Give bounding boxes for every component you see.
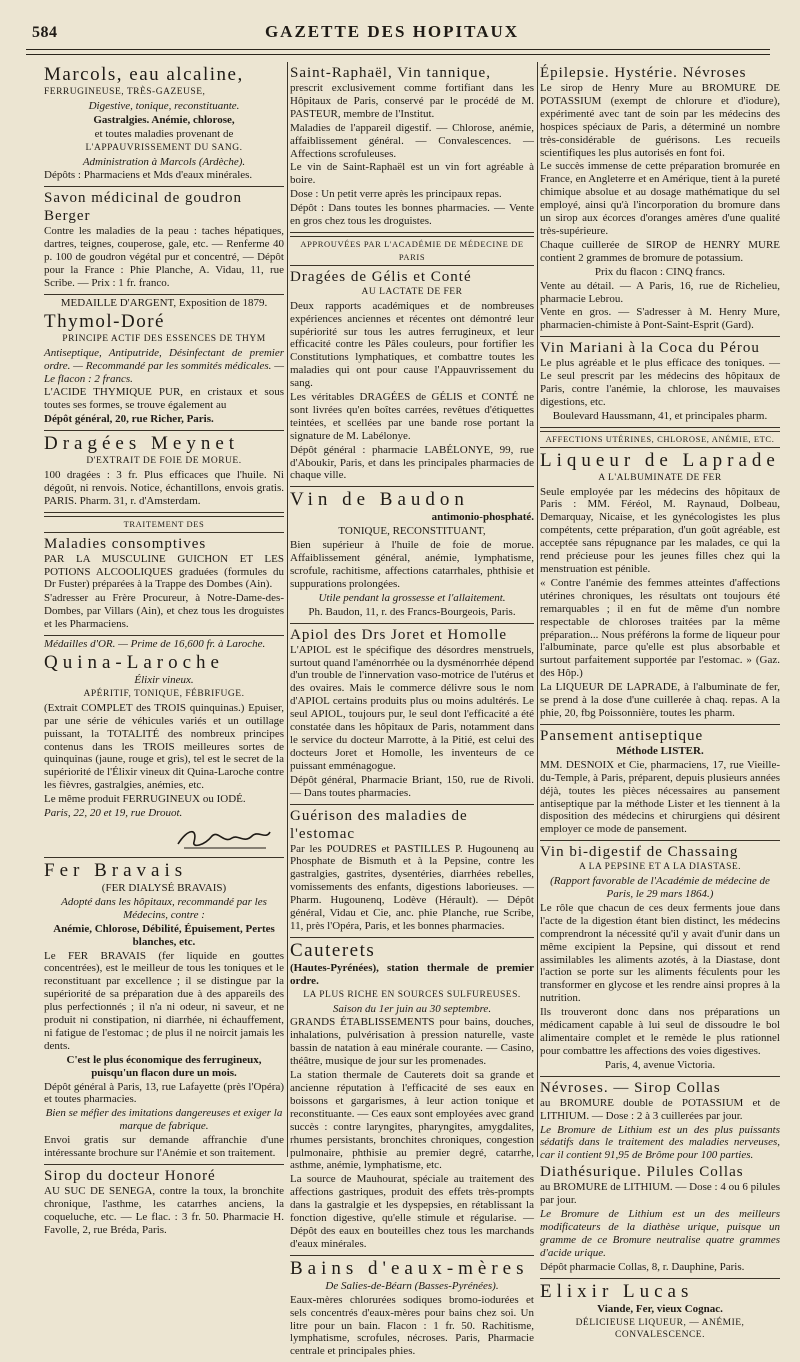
ad-medal: MEDAILLE D'ARGENT, Exposition de 1879. [60, 296, 268, 309]
header-rule-double [26, 54, 770, 55]
ad-text: Ils trouveront donc dans nos préparations un médicament capable à lui seul de dissoudre le bol alimentaire complet et le remède le plus rationnel pour combattre les affections des voies digestives. [540, 1006, 780, 1057]
column-divider [287, 62, 288, 1157]
ad-text: prescrit exclusivement comme fortifiant dans les Hôpitaux de Paris, conservé par le procédé de M. PASTEUR, membre de l'Institut. [290, 82, 534, 120]
ad-title: Vin de Baudon [290, 489, 469, 511]
ad-line: FERRUGINEUSE, TRÈS-GAZEUSE, [44, 87, 206, 97]
ad-text: Deux rapports académiques et de nombreuses expériences anciennes et récentes ont démontré leur supériorité sur tous les autres ferrugineux, et leur efficacité contre les Pâles couleurs, pour fortifier les Constitutions lymphatiques, et combattre toutes les maladies qui ont pour cause l'Appauvrissement du sang. [290, 299, 534, 390]
page-header [14, 18, 770, 48]
ad-cauterets [290, 938, 534, 1256]
ad-bar: APPROUVÉES PAR L'ACADÉMIE DE MÉDECINE DE PARIS [290, 236, 534, 266]
ad-text: Bien supérieur à l'huile de foie de morue. Affaiblissement général, anémie, lymphatisme, scrofule, rachitisme, affections catarrhales, phthisie et suppurations prolongées. [290, 539, 534, 590]
ad-line: Gastralgies. Anémie, chlorose, [93, 113, 235, 126]
ad-text: Dose : Un petit verre après les principaux repas. [290, 188, 502, 201]
ad-envoi: Envoi gratis sur demande affranchie d'une intéressante brochure sur l'Anémie et son traitement. [44, 1134, 284, 1160]
ad-sirop-collas [540, 1077, 780, 1279]
ad-bains-eaux-meres [290, 1256, 534, 1362]
ad-title: Névroses. — Sirop Collas [540, 1079, 721, 1096]
ad-text: au BROMURE double de POTASSIUM et de LITHIUM. — Dose : 2 à 3 cuillerées par jour. [540, 1096, 780, 1122]
ad-subtitle: AU LACTATE DE FER [361, 286, 463, 297]
ad-text: Le plus agréable et le plus efficace des toniques. — Le seul prescrit par les médecins des hôpitaux de Paris, contre l'anémie, la chlorose, les mauvaises digestions, etc. [540, 357, 780, 408]
ad-subtitle: A LA PEPSINE ET A LA DIASTASE. [578, 862, 742, 873]
ad-title: Saint-Raphaël, Vin tannique, [290, 65, 491, 81]
ad-depot: Dépôt général, Pharmacie Briant, 150, rue de Rivoli. — Dans toutes pharmacies. [290, 773, 534, 799]
ad-text: Utile pendant la grossesse et l'allaitement. [318, 591, 506, 604]
ad-title: Dragées de Gélis et Conté [290, 268, 472, 285]
ad-title: Maladies consomptives [44, 535, 207, 552]
ad-text: La station thermale de Cauterets doit sa grande et ancienne réputation à l'efficacité de ses eaux en boissons et gargarismes, à leur action tonique et reconstituante. — Ces eaux sont employées avec grand succès : contre laryngites, pharyngites, amygdalites, rhumes persistants, bronchites chroniques, congestion pulmonaire, phthisie au premier degré, catarrhe, asthme, anémie, lymphatisme, etc. [290, 1069, 534, 1172]
ad-line: Digestive, tonique, reconstituante. [88, 99, 240, 112]
ad-text: PAR LA MUSCULINE GUICHON ET LES POTIONS ALCOOLIQUES graduées (formules du Dr Fuster) préparées à la Trappe des Dombes (Ain). [44, 552, 284, 591]
ad-subtitle: Méthode LISTER. [616, 744, 704, 757]
ad-subtitle: Élixir vineux. [134, 674, 194, 686]
ad-title: Bains d'eaux-mères [290, 1257, 529, 1279]
ad-quina-laroche [44, 636, 284, 858]
column-divider [537, 62, 538, 1157]
ad-title: Vin Mariani à la Coca du Pérou [540, 340, 760, 357]
ad-text: L'APIOL est le spécifique des désordres menstruels, surtout quand l'aménorrhée ou la dysménorrhée dépend d'un trouble de l'innervation vaso-motrice de l'utérus et des ovaires. Mais le commerce délivre sous le nom d'APIOL certains produits plus ou moins adultérés. Le seul APIOL, toujours pur, le seul dont l'efficacité a été constatée dans les hôpitaux de Paris, notamment dans le service du docteur Marrotte, à la Pitié, est celui des docteurs Joret et Homolle, les inventeurs de ce puissant emménagogue. [290, 643, 534, 772]
ad-text: Le rôle que chacun de ces deux ferments joue dans l'acte de la digestion étant bien distinct, les médecins comprendront la nécessité qu'il y avait d'unir dans un même excipient la Pepsine, qui dissout et rend assimilables les aliments azotés, à la Diastase, dont l'action se porte sur les aliments féculents pour les transformer en glycose et les rendre ainsi propres à la nutrition. [540, 901, 780, 1005]
ad-text: MM. DESNOIX et Cie, pharmaciens, 17, rue Vieille-du-Temple, à Paris, préparent, depuis plusieurs années déjà, toutes les pièces nécessaires au pansement antiseptique par la méthode Lister et les tiennent à la disposition des médecins et chirurgiens qui désirent employer ce mode de pansement. [540, 758, 780, 836]
ad-text: 100 dragées : 3 fr. Plus efficaces que l'huile. Ni dégoût, ni renvois. Notice, échantillons, envois gratis. PARIS. Pharm. 31, r. d'Amsterdam. [44, 469, 284, 507]
ad-apiol [290, 624, 534, 805]
ad-liqueur-laprade [540, 428, 780, 725]
ad-text: Eaux-mères chlorurées sodiques bromo-iodurées et sels concentrés d'eaux-mères pour bains chez soi. Un litre pour un bain. Flacon : 1 fr. 50. Rachitisme, lymphatisme, scrofules, nécroses. Paris, Pharmacie centrale et principales phies. [290, 1293, 534, 1358]
ad-guerison-estomac [290, 805, 534, 938]
header-rule [26, 49, 770, 50]
ad-title: Sirop du docteur Honoré [44, 1168, 216, 1184]
ad-quote: « Contre l'anémie des femmes atteintes d'affections utérines chroniques, les résultats ont toujours été remarquables ; il en fut de même d'un nombre respectable de chloroses traitées par la même préparation... Nous préférons la forme de liqueur pour l'albuminate, parce qu'elle est plus absorbable et surtout parfaitement supportée par l'estomac. » (Gaz. des Hôp.) [540, 576, 780, 680]
ad-line: APÉRITIF, TONIQUE, FÉBRIFUGE. [83, 688, 245, 699]
ad-subtitle: LA PLUS RICHE EN SOURCES SULFUREUSES. [303, 989, 521, 1000]
ad-text: S'adresser au Frère Procureur, à Notre-Dame-des-Dombes, par Villars (Ain), et chez tous les droguistes et les Pharmaciens. [44, 592, 284, 631]
ad-text: Seule employée par les médecins des hôpitaux de Paris : MM. Féréol, M. Raynaud, Dolbeau, Demarquay, Nicaise, et les gynécologistes les plus compétents, cette préparation, d'un goût agréable, est acceptée sans répugnance par les malades, ce qui la rend précieuse pour les jeunes filles chez qui la menstruation est pénible. [540, 485, 780, 575]
ad-dragees-gelis [290, 233, 534, 487]
ad-title: Thymol-Doré [44, 310, 165, 332]
ad-text: Le même produit FERRUGINEUX ou IODÉ. [44, 793, 246, 806]
ad-line: Administration à Marcols (Ardèche). [82, 155, 246, 168]
ad-text: Le sirop de Henry Mure au BROMURE DE POTASSIUM (exempt de chlorure et d'iodure), expérimenté avec tant de soin par les médecins des hospices spéciaux de Paris, a déterminé un nombre très-considérable de guérisons. Les recueils scientifiques les plus autorisés en font foi. [540, 82, 780, 159]
ad-text: Par les POUDRES et PASTILLES P. Hugounenq au Phosphate de Bismuth et à la Pepsine, contre les gastralgies, gastrites, dysentéries, diarrhées rebelles, vomissements des enfants, digestions laborieuses. — Pharm. Hugounenq, Lodève (Hérault). — Dépôt général, Vidau et Cie, anc. phie Planche, rue Scribe, 11, près l'Opéra, Paris, et les bonnes pharmacies. [290, 842, 534, 932]
ad-vin-baudon [290, 487, 534, 623]
ad-saison: Saison du 1er juin au 30 septembre. [332, 1002, 492, 1015]
ad-title: Guérison des maladies de l'estomac [290, 807, 468, 842]
ad-depot: Dépôt général à Paris, 13, rue Lafayette (près l'Opéra) et toutes pharmacies. [44, 1080, 284, 1106]
ad-text: AU SUC DE SENEGA, contre la toux, la bronchite chronique, l'asthme, les catarrhes anciens, la coqueluche, etc. — Le flac. : 3 fr. 50. Pharmacie H. Favolle, 2, rue Bréda, Paris. [44, 1185, 284, 1236]
laroche-signature [174, 822, 274, 852]
ad-address: Paris, 4, avenue Victoria. [604, 1058, 716, 1071]
ad-rapport: (Rapport favorable de l'Académie de médecine de Paris, le 29 mars 1864.) [550, 875, 770, 901]
ad-title: Épilepsie. Hystérie. Névroses [540, 65, 747, 81]
ad-depot: Dépôt : Dans toutes les bonnes pharmacies. — Vente en gros chez tous les droguistes. [290, 202, 534, 228]
column-middle [290, 62, 534, 1358]
ad-mefier: Bien se méfier des imitations dangereuses et exiger la marque de fabrique. [45, 1107, 283, 1133]
column-left [44, 62, 284, 1236]
ad-title-pilules: Diathésurique. Pilules Collas [540, 1164, 744, 1181]
ad-subtitle: TONIQUE, RECONSTITUANT, [338, 525, 486, 538]
ad-line: Dépôts : Pharmaciens et Mds d'eaux minérales. [44, 169, 253, 182]
ad-text: Chaque cuillerée de SIROP de HENRY MURE contient 2 grammes de bromure de potassium. [540, 238, 780, 264]
ad-text: (Extrait COMPLET des TROIS quinquinas.) Epuiser, par une série de véhicules variés et un outillage puissant, la TOTALITÉ des nombreux principes contenus dans les TROIS meilleures sortes de quinquinas (jaune, rouge et gris), tel est le secret de la supériorité de l'Élixir vineux dit Quina-Laroche contre les fièvres, gastralgies, anémies, etc. [44, 701, 284, 792]
ad-title: Elixir Lucas [540, 1280, 694, 1302]
ad-address: Ph. Baudon, 11, r. des Francs-Bourgeois, Paris. [308, 605, 516, 618]
ad-address: Paris, 22, 20 et 19, rue Drouot. [44, 807, 183, 820]
ad-title: Dragées Meynet [44, 433, 240, 455]
ad-text: L'ACIDE THYMIQUE PUR, en cristaux et sous toutes ses formes, se trouve également au [44, 386, 284, 412]
ad-title: Cauterets [290, 939, 376, 961]
ad-adopt: Adopté dans les hôpitaux, recommandé par les Médecins, contre : [61, 895, 267, 921]
ad-title: Liqueur de Laprade [540, 449, 780, 471]
ad-marcols [44, 62, 284, 187]
ad-bar: TRAITEMENT DES [44, 516, 284, 533]
ad-subtitle: D'EXTRAIT DE FOIE DE MORUE. [86, 456, 242, 467]
ad-side: (Hautes-Pyrénées), station thermale de premier ordre. [290, 961, 534, 987]
column-right [540, 62, 780, 1341]
ad-title: Marcols, eau alcaline, [44, 64, 244, 85]
ad-subtitle: (FER DIALYSÉ BRAVAIS) [101, 881, 227, 894]
ad-line: L'APPAUVRISSEMENT DU SANG. [85, 142, 243, 153]
ad-text: Vente au détail. — A Paris, 16, rue de Richelieu, pharmacie Lebrou. [540, 279, 780, 305]
ad-thymol-dore [44, 295, 284, 431]
ad-text: Le Bromure de Lithium est un des meilleurs modificateurs de la diathèse urique, puisque un gramme de ce Bromure neutralise quatre grammes d'acide urique. [540, 1208, 780, 1259]
ad-medal: Médailles d'OR. — Prime de 16,600 fr. à Laroche. [44, 638, 266, 651]
ad-text: Maladies de l'appareil digestif. — Chlorose, anémie, affaiblissement général. — Convalescences. — Affections scrofuleuses. [290, 121, 534, 160]
ad-depot: Dépôt pharmacie Collas, 8, r. Dauphine, Paris. [540, 1260, 745, 1273]
ad-text: Vente en gros. — S'adresser à M. Henry Mure, pharmacien-chimiste à Pont-Saint-Esprit (Gard). [540, 306, 780, 332]
ad-text: Les véritables DRAGÉES de GÉLIS et CONTÉ ne sont livrées qu'en boîtes carrées, revêtues d'étiquettes teintées, et scellées par une bande rose portant la signature de M. Labélonye. [290, 391, 534, 442]
page-number: 584 [32, 24, 58, 41]
ad-text: Le FER BRAVAIS (fer liquide en gouttes concentrées), est le meilleur de tous les toniques et le reconstituant par excellence ; il se distingue par la supériorité de sa préparation due à des appareils des plus perfectionnés ; il n'a ni odeur, ni saveur, et ne produit ni constipation, ni diarrhée, ni échauffement, ni fatigue de l'estomac ; de plus il ne noircit jamais les dents. [44, 949, 284, 1052]
ad-depot: Dépôt général, 20, rue Richer, Paris. [44, 413, 214, 426]
ad-subtitle: A L'ALBUMINATE DE FER [598, 472, 722, 483]
ad-sirop-honore [44, 1165, 284, 1241]
ad-text: au BROMURE de LITHIUM. — Dose : 4 ou 6 pilules par jour. [540, 1181, 780, 1207]
ad-title: Vin bi-digestif de Chassaing [540, 844, 739, 861]
ad-eco: C'est le plus économique des ferrugineux, puisqu'un flacon dure un mois. [66, 1053, 262, 1079]
ad-title: Savon médicinal de goudron Berger [44, 190, 243, 225]
ad-vin-mariani [540, 337, 780, 428]
ad-text: GRANDS ÉTABLISSEMENTS pour bains, douches, inhalations, pulvérisation à pression naturelle, vaste bassin de natation à eau minérale courante. — Casino, théâtre, musique de jour sur les promenades. [290, 1016, 534, 1068]
ad-maladies: Anémie, Chlorose, Débilité, Épuisement, Pertes blanches, etc. [53, 922, 275, 948]
ad-text: La source de Mauhourat, spéciale au traitement des affections gastriques, produit des effets très-prompts dans la gastralgie et les dyspepsies, en rétablissant la fonction digestive, qu'elle stimule et régularise. — Dépôt des eaux en bouteilles chez tous les marchands d'eaux minérales. [290, 1173, 534, 1250]
ad-elixir-lucas [540, 1279, 780, 1347]
ad-side: antimonio-phosphaté. [431, 511, 534, 524]
ad-guichon [44, 513, 284, 636]
ad-saint-raphael [290, 62, 534, 233]
ad-dragees-meynet [44, 431, 284, 513]
ad-line: et toutes maladies provenant de [94, 127, 234, 140]
ad-fer-bravais [44, 858, 284, 1165]
ad-savon-berger [44, 187, 284, 295]
ad-henry-mure [540, 62, 780, 337]
ad-title: Apiol des Drs Joret et Homolle [290, 626, 508, 643]
ad-bottom: DÉLICIEUSE LIQUEUR, — ANÉMIE, CONVALESCENCE. [575, 1317, 745, 1341]
ad-subtitle: PRINCIPE ACTIF DES ESSENCES DE THYM [62, 333, 266, 344]
ad-pansement-lister [540, 725, 780, 841]
ad-text: Antiseptique, Antiputride, Désinfectant de premier ordre. — Recommandé par les sommités médicales. — Le flacon : 2 francs. [44, 346, 284, 385]
ad-text: Le vin de Saint-Raphaël est un vin fort agréable à boire. [290, 161, 534, 187]
ad-vin-chassaing [540, 841, 780, 1077]
ad-depot: Dépôt général : pharmacie LABÉLONYE, 99, rue d'Aboukir, Paris, et dans les principales pharmacies de chaque ville. [290, 443, 534, 482]
ad-title: Pansement antiseptique [540, 727, 704, 744]
ad-bar: AFFECTIONS UTÉRINES, CHLOROSE, ANÉMIE, ETC. [540, 431, 780, 448]
ad-prix: Prix du flacon : CINQ francs. [594, 265, 726, 278]
page-title: GAZETTE DES HOPITAUX [264, 22, 520, 41]
ad-text: Le Bromure de Lithium est un des plus puissants sédatifs dans le traitement des maladies nerveuses, car il contient 91,95 de Brôme pour 100 parties. [540, 1123, 780, 1162]
ad-text: Viande, Fer, vieux Cognac. [597, 1302, 723, 1315]
ad-text: Contre les maladies de la peau : taches hépatiques, dartres, teignes, couperose, gale, etc. — Renferme 40 p. 100 de goudron végétal pur et concentré, — Dépôt pour la France : Phie Planche, A. Vidau, 11, rue Scribe. — Prix : 1 fr. franco. [44, 225, 284, 289]
ad-subtitle: De Salies-de-Béarn (Basses-Pyrénées). [325, 1279, 499, 1292]
ad-text: La LIQUEUR DE LAPRADE, à l'albuminate de fer, se prend à la dose d'une cuillerée à chaq. repas. A la phie, 20, fbg Poissonnière, toutes les pharm. [540, 681, 780, 719]
ad-address: Boulevard Haussmann, 41, et principales pharm. [552, 409, 768, 422]
ad-title: Quina-Laroche [44, 652, 224, 673]
ad-title: Fer Bravais [44, 859, 188, 881]
ad-text: Le succès immense de cette préparation bromurée en France, en Angleterre et en Amérique, tient à la pureté chimique absolue et au dosage mathématique du sel employé, ainsi qu'à l'incorporation du bromure dans un sirop aux écorces d'oranges amères d'une qualité très-supérieure. [540, 160, 780, 237]
